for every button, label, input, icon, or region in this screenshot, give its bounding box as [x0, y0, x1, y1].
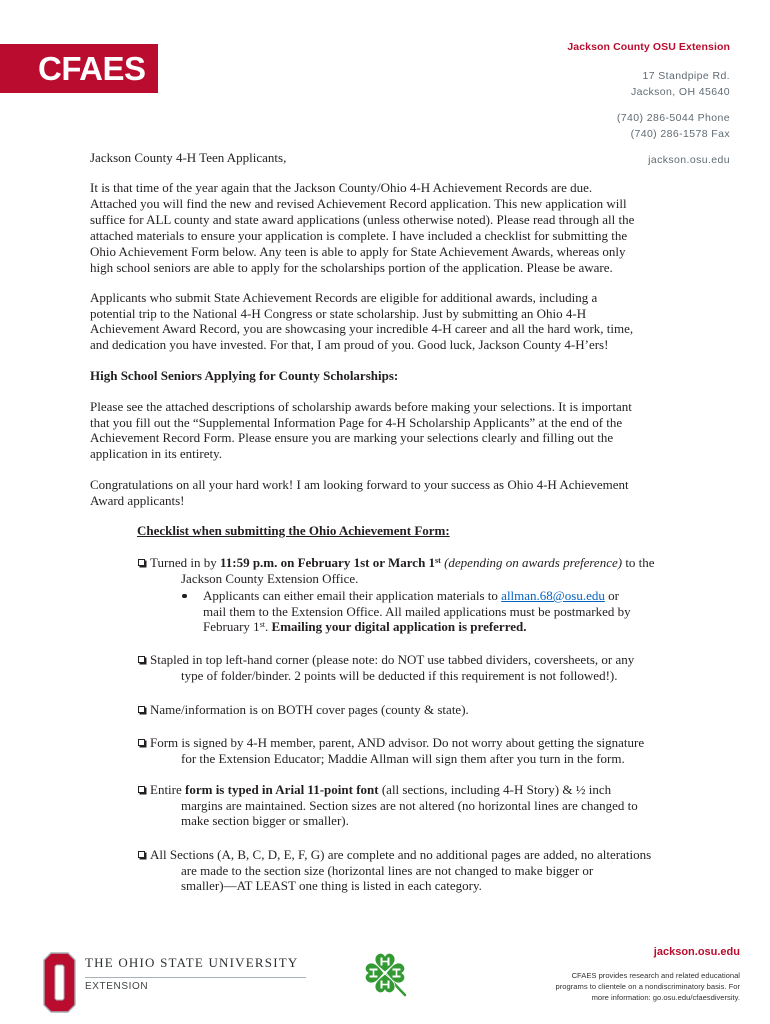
disclaimer-line: more information: go.osu.edu/cfaesdiversity. — [591, 992, 740, 1002]
paragraph-congratulations — [90, 477, 629, 508]
paragraph-line: Congratulations on all your hard work! I am looking forward to your success as Ohio 4-H Achievement — [90, 477, 629, 492]
checklist-item-line — [137, 782, 638, 798]
ordinal-suffix: st — [435, 556, 441, 565]
cfaes-logo — [0, 44, 158, 93]
item-text: Turned in by — [150, 555, 220, 570]
4-h-clover-icon — [364, 952, 408, 998]
office-name: Jackson County OSU Extension — [567, 41, 730, 53]
bullet-icon — [182, 594, 187, 599]
paragraph-line: Achievement Award Record, you are showcasing your incredible 4-H career and all the hard work, time, — [90, 321, 634, 337]
checklist-item-line — [137, 702, 469, 718]
sub-bullet-line — [137, 619, 631, 635]
checklist-item-line — [137, 652, 634, 668]
sub-bullet-submission — [137, 588, 631, 635]
paragraph-line: and dedication you have invested. For that, I am proud of you. Good luck, Jackson County 4-H’ers! — [90, 336, 609, 352]
checklist-item-line: are made to the section size (horizontal lines are not changed to make bigger or — [181, 862, 594, 878]
checklist-item-line: Jackson County Extension Office. — [181, 570, 359, 586]
checkbox-icon — [138, 706, 145, 713]
scholarship-heading: High School Seniors Applying for County Scholarships: — [90, 368, 399, 383]
footer-website: jackson.osu.edu — [653, 946, 740, 958]
email-link[interactable]: allman.68@osu.edu — [501, 588, 605, 603]
checklist-heading: Checklist when submitting the Ohio Achievement Form: — [137, 523, 450, 538]
checklist-item-deadline — [137, 555, 655, 586]
ordinal-suffix: st — [259, 620, 266, 629]
paragraph-line: suffice for ALL county and state award applications (unless otherwise noted). Please read through all the — [90, 212, 635, 227]
item-text: Stapled in top left-hand corner (please note: do NOT use tabbed dividers, coversheets, or any — [150, 652, 635, 667]
paragraph-awards — [90, 290, 633, 352]
item-text: Form is signed by 4-H member, parent, AND advisor. Do not worry about getting the signature — [150, 735, 645, 750]
sub-bullet-line: mail them to the Extension Office. All mailed applications must be postmarked by — [203, 603, 631, 619]
checklist-item-line — [137, 555, 655, 571]
item-text: February 1 — [203, 619, 260, 634]
checkbox-icon — [138, 559, 145, 566]
paragraph-line: Ohio Achievement Form below. Any teen is able to apply for State Achievement Awards, whereas only — [90, 244, 626, 259]
checkbox-icon — [138, 656, 145, 663]
phone-number: (740) 286-5044 Phone — [616, 112, 730, 124]
checklist-item-font — [137, 782, 638, 829]
checklist-item-line: margins are maintained. Section sizes are not altered (no horizontal lines are changed to — [181, 797, 638, 813]
sub-bullet-line — [137, 588, 631, 604]
checklist-item-signatures — [137, 735, 644, 766]
checklist-item-line: smaller)—AT LEAST one thing is listed in each category. — [181, 878, 482, 894]
paragraph-scholarships — [90, 399, 632, 461]
nondiscrimination-statement — [556, 970, 740, 1003]
item-text: Name/information is on BOTH cover pages (county & state). — [150, 702, 469, 717]
street-address: 17 Standpipe Rd. — [642, 70, 730, 82]
item-text: Entire — [150, 782, 186, 797]
checklist-item-line: for the Extension Educator; Maddie Allman will sign them after you turn in the form. — [181, 750, 625, 766]
paragraph-line: high school seniors are able to apply for the scholarships portion of the application. Please be aware. — [90, 260, 613, 275]
disclaimer-line: CFAES provides research and related educational — [571, 970, 740, 980]
extension-label: EXTENSION — [85, 981, 149, 992]
footer-divider — [85, 977, 306, 978]
item-text: (all sections, including 4-H Story) & ½ inch — [378, 782, 612, 797]
osu-block-o-icon — [43, 952, 76, 1013]
checklist-item-line — [137, 735, 644, 751]
emphasis-text: form is typed in Arial 11-point font — [185, 782, 379, 797]
disclaimer-line: programs to clientele on a nondiscriminatory basis. For — [555, 981, 740, 991]
cfaes-logo-text: CFAES — [38, 50, 146, 87]
office-website: jackson.osu.edu — [648, 154, 730, 166]
paragraph-line: It is that time of the year again that the Jackson County/Ohio 4-H Achievement Records are due. — [90, 180, 593, 195]
paragraph-line: Award applicants! — [90, 492, 185, 508]
checkbox-icon — [138, 851, 145, 858]
item-text: to the — [622, 555, 655, 570]
fax-number: (740) 286-1578 Fax — [630, 128, 730, 140]
paragraph-line: potential trip to the National 4-H Congress or state scholarship. Just by submitting an Ohio 4-H — [90, 305, 587, 321]
checklist-item-line — [137, 847, 651, 863]
paragraph-intro — [90, 180, 634, 276]
city-state-zip: Jackson, OH 45640 — [630, 86, 730, 98]
university-name: THE OHIO STATE UNIVERSITY — [85, 955, 299, 970]
checklist-item-stapled — [137, 652, 634, 683]
paragraph-line: Attached you will find the new and revised Achievement Record application. This new application will — [90, 196, 627, 211]
item-text: or — [604, 588, 619, 603]
item-text: Applicants can either email their application materials to — [203, 588, 502, 603]
salutation: Jackson County 4-H Teen Applicants, — [90, 150, 287, 165]
paragraph-line: attached materials to ensure your application is complete. I have included a checklist for submitting the — [90, 228, 628, 243]
paragraph-line: that you fill out the “Supplemental Information Page for 4-H Scholarship Applicants” at the end of the — [90, 414, 623, 430]
paragraph-line: Achievement Record Form. Please ensure you are marking your selections clearly and filling out the — [90, 430, 614, 446]
checklist-item-line: make section bigger or smaller). — [181, 813, 349, 829]
item-text: . — [265, 619, 272, 634]
checklist-item-sections — [137, 847, 651, 894]
deadline-text: 11:59 p.m. on February 1st or March 1 — [219, 555, 436, 570]
checklist-item-cover-pages — [137, 702, 469, 718]
emphasis-text: Emailing your digital application is preferred. — [271, 619, 527, 634]
paragraph-line: application in its entirety. — [90, 445, 223, 461]
deadline-note: (depending on awards preference) — [440, 555, 623, 570]
checkbox-icon — [138, 739, 145, 746]
paragraph-line: Applicants who submit State Achievement Records are eligible for additional awards, including a — [90, 290, 598, 305]
item-text: All Sections (A, B, C, D, E, F, G) are complete and no additional pages are added, no alterations — [150, 847, 652, 862]
checklist-item-line: type of folder/binder. 2 points will be deducted if this requirement is not followed!). — [181, 667, 618, 683]
checkbox-icon — [138, 786, 145, 793]
paragraph-line: Please see the attached descriptions of scholarship awards before making your selections. It is important — [90, 399, 632, 414]
